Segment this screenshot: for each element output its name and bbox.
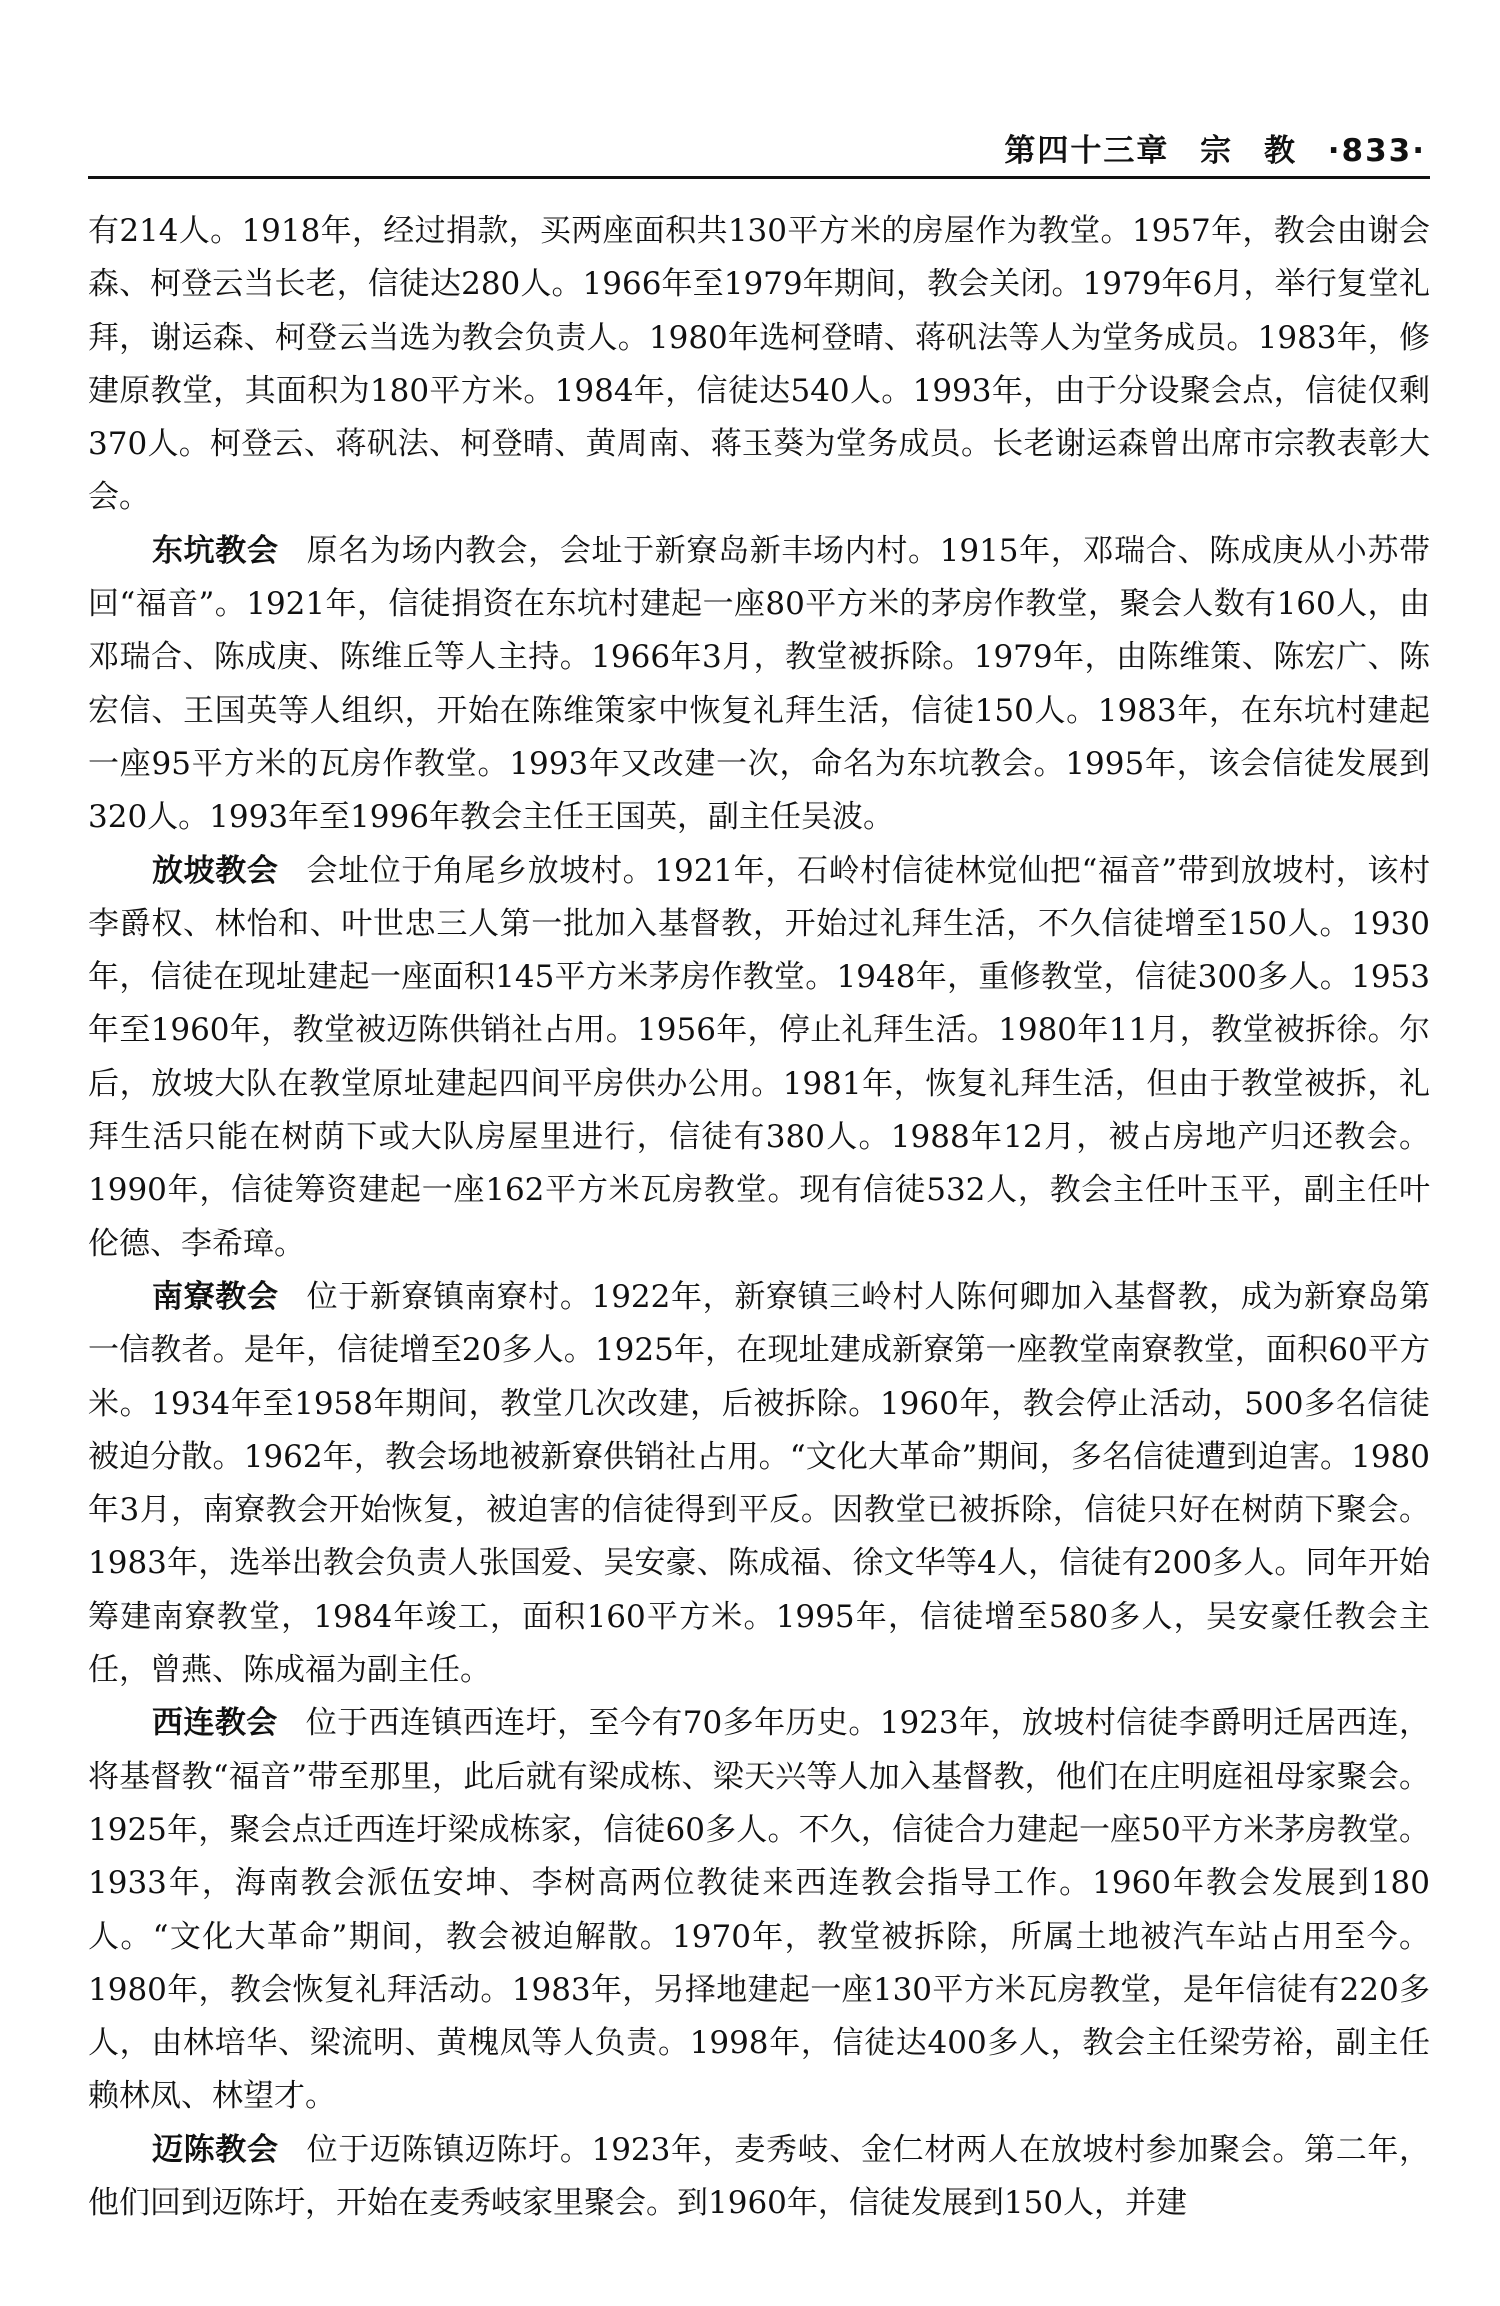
church-name: 东坑教会 — [152, 532, 279, 569]
church-name: 西连教会 — [152, 1705, 278, 1742]
chapter-title: 第四十三章 — [1004, 133, 1170, 169]
paragraph-text: 有214人。1918年，经过捐款，买两座面积共130平方米的房屋作为教堂。1957年，教会由谢会森、柯登云当长老，信徒达280人。1966年至1979年期间，教会关闭。1979年6月，举行复堂礼拜，谢运森、柯登云当选为教会负责人。1980年选柯登晴、蒋矾法等人为堂务成员。1983年，修建原教堂，其面积为180平方米。1984年，信徒达540人。1993年，由于分设聚会点，信徒仅剩370人。柯登云、蒋矾法、柯登晴、黄周南、蒋玉葵为堂务成员。长老谢运森曾出席市宗教表彰大会。 — [88, 213, 1430, 516]
paragraph-xilian-church — [88, 1697, 1430, 2123]
church-name: 放坡教会 — [152, 852, 279, 889]
paragraph-fangpo-church — [88, 845, 1430, 1271]
paragraph-text: 位于新寮镇南寮村。1922年，新寮镇三岭村人陈何卿加入基督教，成为新寮岛第一信教者。是年，信徒增至20多人。1925年，在现址建成新寮第一座教堂南寮教堂，面积60平方米。1934年至1958年期间，教堂几次改建，后被拆除。1960年，教会停止活动，500多名信徒被迫分散。1962年，教会场地被新寮供销社占用。“文化大革命”期间，多名信徒遭到迫害。1980年3月，南寮教会开始恢复，被迫害的信徒得到平反。因教堂已被拆除，信徒只好在树荫下聚会。1983年，选举出教会负责人张国爱、吴安豪、陈成福、徐文华等4人，信徒有200多人。同年开始筹建南寮教堂，1984年竣工，面积160平方米。1995年，信徒增至580多人，吴安豪任教会主任，曾燕、陈成福为副主任。 — [88, 1278, 1431, 1689]
paragraph-dongkeng-church — [88, 525, 1430, 845]
paragraph-text: 原名为场内教会，会址于新寮岛新丰场内村。1915年，邓瑞合、陈成庚从小苏带回“福音”。1921年，信徒捐资在东坑村建起一座80平方米的茅房作教堂，聚会人数有160人，由邓瑞合、陈成庚、陈维丘等人主持。1966年3月，教堂被拆除。1979年，由陈维策、陈宏广、陈宏信、王国英等人组织，开始在陈维策家中恢复礼拜生活，信徒150人。1983年，在东坑村建起一座95平方米的瓦房作教堂。1993年又改建一次，命名为东坑教会。1995年，该会信徒发展到320人。1993年至1996年教会主任王国英，副主任吴波。 — [88, 532, 1431, 836]
paragraph-text: 会址位于角尾乡放坡村。1921年，石岭村信徒林觉仙把“福音”带到放坡村，该村李爵权、林怡和、叶世忠三人第一批加入基督教，开始过礼拜生活，不久信徒增至150人。1930年，信徒在现址建起一座面积145平方米茅房作教堂。1948年，重修教堂，信徒300多人。1953年至1960年，教堂被迈陈供销社占用。1956年，停止礼拜生活。1980年11月，教堂被拆徐。尔后，放坡大队在教堂原址建起四间平房供办公用。1981年，恢复礼拜生活，但由于教堂被拆，礼拜生活只能在树荫下或大队房屋里进行，信徒有380人。1988年12月，被占房地产归还教会。1990年，信徒筹资建起一座162平方米瓦房教堂。现有信徒532人，教会主任叶玉平，副主任叶伦德、李希璋。 — [88, 852, 1430, 1262]
section-title-char-2: 教 — [1263, 133, 1297, 169]
running-header — [88, 128, 1430, 179]
paragraph-maichen-church — [88, 2124, 1430, 2231]
header-text — [1004, 125, 1426, 170]
church-name: 南寮教会 — [152, 1278, 279, 1315]
paragraph-continuation — [88, 205, 1430, 525]
paragraph-text: 位于西连镇西连圩，至今有70多年历史。1923年，放坡村信徒李爵明迁居西连，将基督教“福音”带至那里，此后就有梁成栋、梁天兴等人加入基督教，他们在庄明庭祖母家聚会。1925年，聚会点迁西连圩梁成栋家，信徒60多人。不久，信徒合力建起一座50平方米茅房教堂。1933年，海南教会派伍安坤、李树高两位教徒来西连教会指导工作。1960年教会发展到180人。“文化大革命”期间，教会被迫解散。1970年，教堂被拆除，所属土地被汽车站占用至今。1980年，教会恢复礼拜活动。1983年，另择地建起一座130平方米瓦房教堂，是年信徒有220多人，由林培华、梁流明、黄槐凤等人负责。1998年，信徒达400多人，教会主任梁劳裕，副主任赖林凤、林望才。 — [88, 1705, 1431, 2115]
paragraph-nanliao-church — [88, 1271, 1430, 1697]
church-name: 迈陈教会 — [152, 2131, 279, 2168]
page-number: ·833· — [1327, 133, 1426, 169]
section-title-char-1: 宗 — [1200, 133, 1234, 169]
body-text — [88, 205, 1430, 2230]
paragraph-text: 位于迈陈镇迈陈圩。1923年，麦秀岐、金仁材两人在放坡村参加聚会。第二年，他们回到迈陈圩，开始在麦秀岐家里聚会。到1960年，信徒发展到150人，并建 — [88, 2131, 1431, 2221]
